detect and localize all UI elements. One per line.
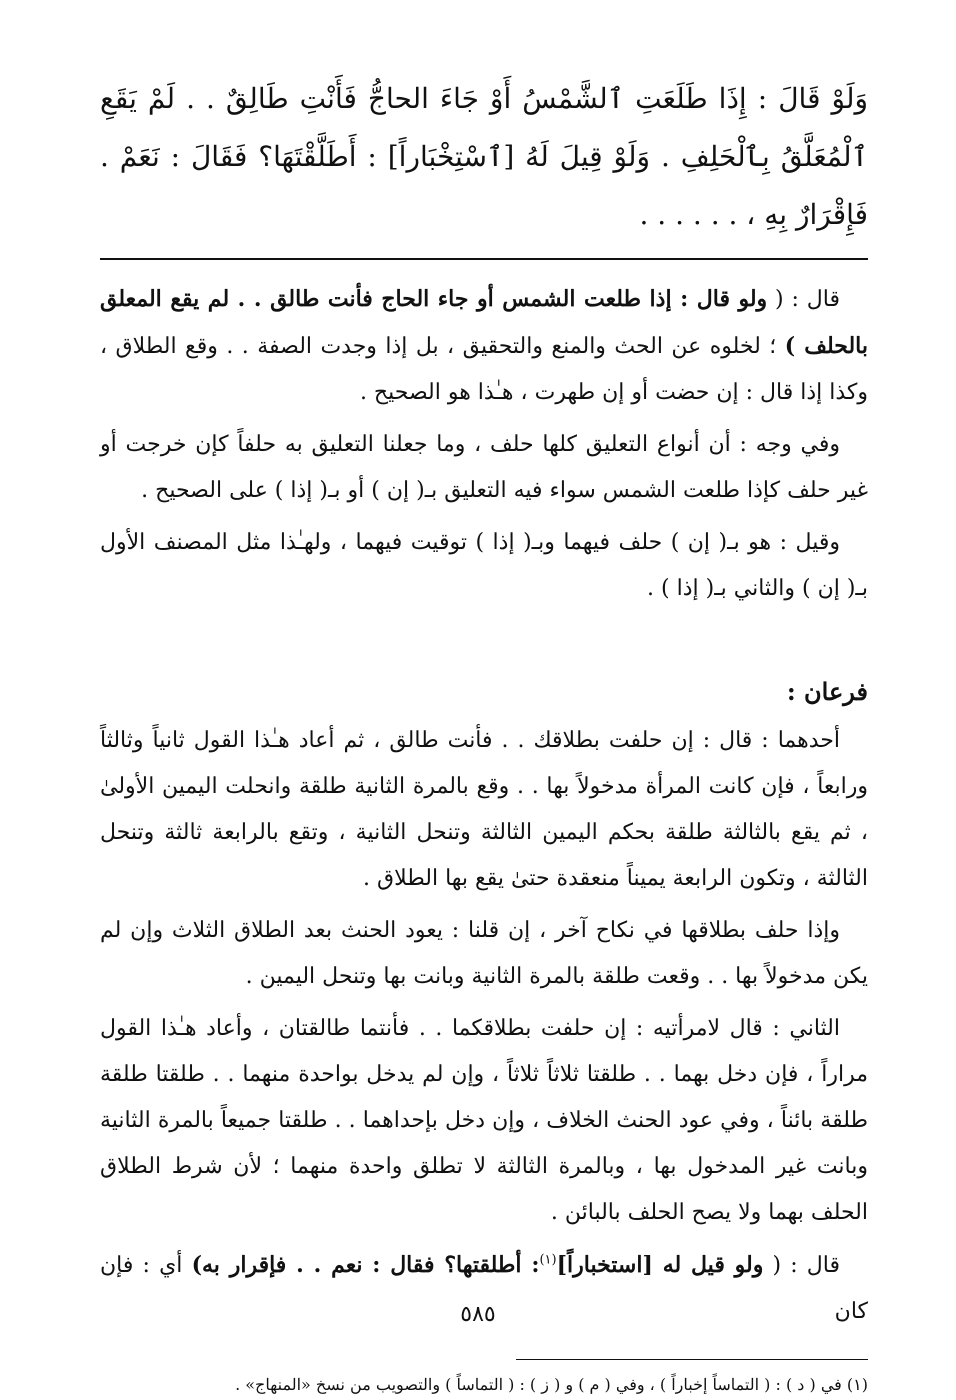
p1-prefix: قال : ( bbox=[767, 287, 840, 312]
p1-commentary: ؛ لخلوه عن الحث والمنع والتحقيق ، بل إذا وجدت الصفة . . وقع الطلاق ، وكذا إذا قال : إن حضت أو إن طهرت ، هـٰذا هو الصحيح . bbox=[100, 334, 868, 405]
commentary-paragraph-1 bbox=[100, 276, 868, 416]
commentary-paragraph-3: وقيل : هو بـ( إن ) حلف فيهما وبـ( إذا ) توقيت فيهما ، ولهـٰذا مثل المصنف الأول بـ( إن ) والثاني بـ( إذا ) . bbox=[100, 530, 868, 601]
commentary-paragraph-2: وفي وجه : أن أنواع التعليق كلها حلف ، وما جعلنا التعليق به حلفاً كإن خرجت أو غير حلف كإذا طلعت الشمس سواء فيه التعليق بـ( إن ) أو بـ( إذا ) على الصحيح . bbox=[100, 432, 868, 503]
p7-prefix: قال : ( bbox=[763, 1253, 840, 1278]
commentary-paragraph-5: وإذا حلف بطلاقها في نكاح آخر ، إن قلنا : يعود الحنث بعد الطلاق الثلاث وإن لم يكن مدخولاً بها . . وقعت طلقة بالمرة الثانية وبانت بها وتنحل اليمين . bbox=[100, 918, 868, 989]
matn-line-2: بِٱلْحَلِفِ . وَلَوْ قِيلَ لَهُ [ٱسْتِخْبَاراً] : أَطَلَّقْتَهَا؟ فَقَالَ : نَعَمْ . فَإِقْرَارٌ بِهِ ، . . . . . . bbox=[100, 140, 868, 231]
footnote-rule bbox=[516, 1359, 868, 1360]
p7-quoted-matn-b: : أطلقتها؟ فقال : نعم . . فإقرار به) bbox=[191, 1252, 540, 1278]
matn-line-1: وَلَوْ قَالَ : إِذَا طَلَعَتِ ٱلشَّمْسُ أَوْ جَاءَ الحاجُّ فَأَنْتِ طَالِقٌ . . لَمْ يَقَعِ ٱلْمُعَلَّقُ bbox=[100, 82, 868, 173]
footnote: (١) في ( د ) : ( التماساً إخباراً ) ، وفي ( م ) و ( ز ) : ( التماساً ) والتصويب من نسخ «المنهاج» . bbox=[235, 1375, 868, 1394]
p7-commentary: أي : فإن كان bbox=[100, 1253, 868, 1324]
commentary-paragraph-4: أحدهما : قال : إن حلفت بطلاقك . . فأنت طالق ، ثم أعاد هـٰذا القول ثانياً وثالثاً ورابعاً ، فإن كانت المرأة مدخولاً بها . . وقع بالمرة الثانية طلقة وانحلت اليمين الأولىٰ ، ثم يقع بالثالثة طلقة بحكم اليمين الثالثة وتنحل الثانية ، وتقع بالرابعة ثالثة وتنحل الثالثة ، وتكون الرابعة يميناً منعقدة حتىٰ يقع بها الطلاق . bbox=[100, 728, 868, 891]
separator-rule bbox=[100, 258, 868, 260]
section-heading: فرعان : bbox=[786, 677, 868, 706]
page-number: ٥٨٥ bbox=[460, 1302, 496, 1327]
p1-quoted-matn: ولو قال : إذا طلعت الشمس أو جاء الحاج فأنت طالق . . لم يقع المعلق بالحلف ) bbox=[100, 286, 869, 359]
footnote-ref: (١) bbox=[539, 1252, 557, 1268]
p7-quoted-matn-a: ولو قيل له [استخباراً] bbox=[556, 1252, 764, 1278]
matn-text bbox=[100, 70, 868, 244]
commentary-paragraph-6: الثاني : قال لامرأتيه : إن حلفت بطلاقكما . . فأنتما طالقتان ، وأعاد هـٰذا القول مراراً ، فإن دخل بهما . . طلقتا ثلاثاً ثلاثاً ، وإن لم يدخل بواحدة منهما . . طلقتا طلقة طلقة بائناً ، وفي عود الحنث الخلاف ، وإن دخل بإحداهما . . طلقتا جميعاً بالمرة الثانية وبانت غير المدخول بها ، وبالمرة الثالثة لا تطلق واحدة منهما ؛ لأن شرط الطلاق الحلف بهما ولا يصح الحلف بالبائن . bbox=[100, 1016, 868, 1225]
page-body bbox=[100, 70, 868, 1400]
